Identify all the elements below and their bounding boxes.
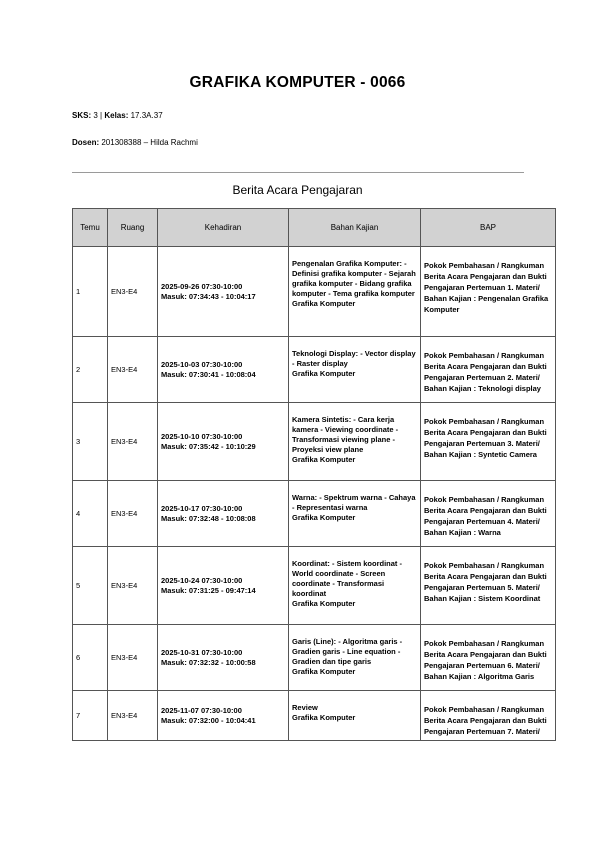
cell-kehadiran	[158, 481, 289, 547]
page-title: GRAFIKA KOMPUTER - 0066	[189, 74, 406, 91]
kehadiran-jadwal: 2025-10-24 07:30-10:00	[161, 576, 243, 585]
cell-bap: Pokok Pembahasan / Rangkuman Berita Acara Pengajaran dan Bukti Pengajaran Pertemuan 1. Materi/ Bahan Kajian : Pengenalan Grafika Komputer	[421, 247, 556, 337]
sks-value: 3	[93, 111, 98, 120]
kehadiran-masuk: Masuk: 07:31:25 - 09:47:14	[161, 585, 256, 595]
cell-temu: 6	[73, 625, 108, 691]
col-header-kehadiran: Kehadiran	[158, 209, 289, 247]
cell-bap: Pokok Pembahasan / Rangkuman Berita Acara Pengajaran dan Bukti Pengajaran Pertemuan 4. Materi/ Bahan Kajian : Warna	[421, 481, 556, 547]
cell-ruang: EN3-E4	[108, 481, 158, 547]
table-row	[73, 481, 556, 547]
cell-kehadiran	[158, 337, 289, 403]
kehadiran-masuk: Masuk: 07:30:41 - 10:08:04	[161, 369, 256, 379]
cell-ruang: EN3-E4	[108, 691, 158, 741]
table-row	[73, 337, 556, 403]
kehadiran-masuk: Masuk: 07:32:00 - 10:04:41	[161, 715, 256, 725]
table-row	[73, 547, 556, 625]
cell-bap: Pokok Pembahasan / Rangkuman Berita Acara Pengajaran dan Bukti Pengajaran Pertemuan 7. Materi/	[421, 691, 556, 741]
kelas-value: 17.3A.37	[130, 111, 163, 120]
col-header-ruang: Ruang	[108, 209, 158, 247]
table-body	[73, 247, 556, 741]
table-row	[73, 247, 556, 337]
dosen-line	[72, 138, 198, 147]
cell-bap: Pokok Pembahasan / Rangkuman Berita Acara Pengajaran dan Bukti Pengajaran Pertemuan 6. Materi/ Bahan Kajian : Algoritma Garis	[421, 625, 556, 691]
table-header-row	[73, 209, 556, 247]
cell-bahan-kajian: Koordinat: - Sistem koordinat - World coordinate - Screen coordinate - Transformasi koordinat Grafika Komputer	[289, 547, 421, 625]
kehadiran-masuk: Masuk: 07:35:42 - 10:10:29	[161, 441, 256, 451]
bap-table	[72, 208, 556, 741]
cell-kehadiran	[158, 691, 289, 741]
cell-bahan-kajian: Review Grafika Komputer	[289, 691, 421, 741]
col-header-bap: BAP	[421, 209, 556, 247]
kehadiran-masuk: Masuk: 07:32:48 - 10:08:08	[161, 513, 256, 523]
dosen-value: 201308388 – Hilda Rachmi	[101, 138, 198, 147]
kehadiran-jadwal: 2025-11-07 07:30-10:00	[161, 706, 242, 715]
cell-bahan-kajian: Garis (Line): - Algoritma garis - Gradien garis - Line equation - Gradien dan tipe garis Grafika Komputer	[289, 625, 421, 691]
cell-kehadiran	[158, 547, 289, 625]
sks-label: SKS:	[72, 111, 92, 120]
kehadiran-jadwal: 2025-10-03 07:30-10:00	[161, 360, 243, 369]
cell-ruang: EN3-E4	[108, 547, 158, 625]
dosen-label: Dosen:	[72, 138, 100, 147]
kehadiran-masuk: Masuk: 07:32:32 - 10:00:58	[161, 657, 256, 667]
cell-ruang: EN3-E4	[108, 625, 158, 691]
kehadiran-jadwal: 2025-10-17 07:30-10:00	[161, 504, 243, 513]
cell-kehadiran	[158, 403, 289, 481]
cell-temu: 2	[73, 337, 108, 403]
cell-bap: Pokok Pembahasan / Rangkuman Berita Acara Pengajaran dan Bukti Pengajaran Pertemuan 5. Materi/ Bahan Kajian : Sistem Koordinat	[421, 547, 556, 625]
cell-bahan-kajian: Warna: - Spektrum warna - Cahaya - Representasi warna Grafika Komputer	[289, 481, 421, 547]
table-row	[73, 403, 556, 481]
cell-bap: Pokok Pembahasan / Rangkuman Berita Acara Pengajaran dan Bukti Pengajaran Pertemuan 3. Materi/ Bahan Kajian : Syntetic Camera	[421, 403, 556, 481]
divider	[72, 172, 524, 173]
table-row	[73, 625, 556, 691]
cell-kehadiran	[158, 247, 289, 337]
cell-bap: Pokok Pembahasan / Rangkuman Berita Acara Pengajaran dan Bukti Pengajaran Pertemuan 2. Materi/ Bahan Kajian : Teknologi display	[421, 337, 556, 403]
cell-temu: 1	[73, 247, 108, 337]
table-row	[73, 691, 556, 741]
cell-ruang: EN3-E4	[108, 337, 158, 403]
cell-temu: 5	[73, 547, 108, 625]
kehadiran-jadwal: 2025-10-31 07:30-10:00	[161, 648, 243, 657]
kehadiran-jadwal: 2025-10-10 07:30-10:00	[161, 432, 243, 441]
sks-kelas-line	[72, 111, 163, 120]
kehadiran-masuk: Masuk: 07:34:43 - 10:04:17	[161, 291, 256, 301]
cell-kehadiran	[158, 625, 289, 691]
col-header-temu: Temu	[73, 209, 108, 247]
cell-ruang: EN3-E4	[108, 403, 158, 481]
cell-bahan-kajian: Kamera Sintetis: - Cara kerja kamera - Viewing coordinate - Transformasi viewing plane - Proyeksi view plane Grafika Komputer	[289, 403, 421, 481]
cell-bahan-kajian: Teknologi Display: - Vector display - Raster display Grafika Komputer	[289, 337, 421, 403]
separator: |	[100, 111, 103, 120]
kelas-label: Kelas:	[104, 111, 129, 120]
section-title: Berita Acara Pengajaran	[232, 183, 363, 197]
cell-temu: 4	[73, 481, 108, 547]
cell-temu: 3	[73, 403, 108, 481]
cell-temu: 7	[73, 691, 108, 741]
col-header-bahan-kajian: Bahan Kajian	[289, 209, 421, 247]
kehadiran-jadwal: 2025-09-26 07:30-10:00	[161, 282, 243, 291]
cell-ruang: EN3-E4	[108, 247, 158, 337]
cell-bahan-kajian: Pengenalan Grafika Komputer: - Definisi grafika komputer - Sejarah grafika komputer - Bidang grafika komputer - Tema grafika komputer Grafika Komputer	[289, 247, 421, 337]
